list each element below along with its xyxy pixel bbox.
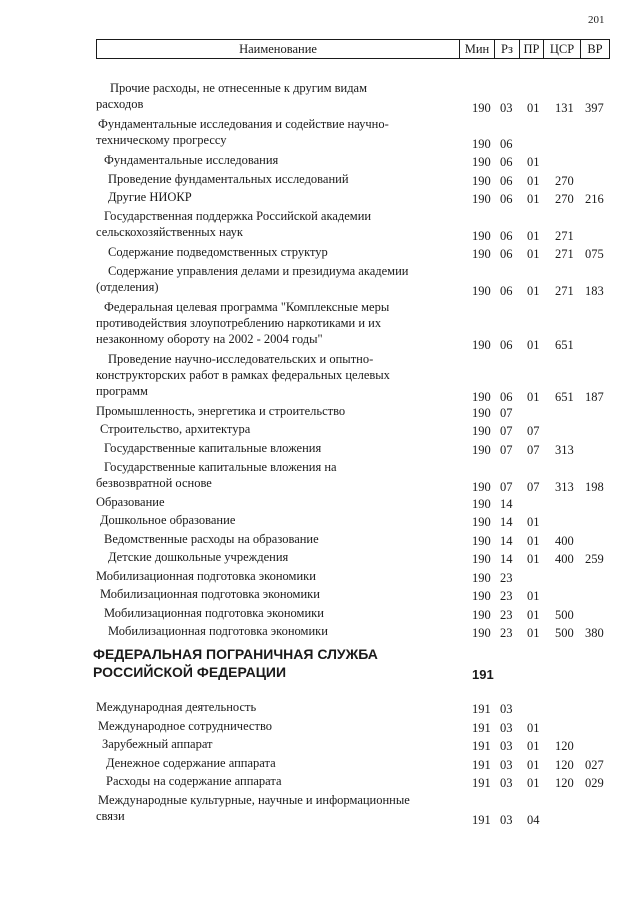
cell-vr: 380 [585,626,604,640]
cell-min: 190 [472,552,491,566]
cell-pr: 01 [527,247,540,261]
row-name: Промышленность, энергетика и строительство [96,404,346,418]
cell-rz: 03 [500,776,513,790]
cell-rz: 07 [500,424,513,438]
cell-pr: 07 [527,443,540,457]
row-name: Проведение фундаментальных исследований [108,172,349,186]
cell-min: 190 [472,443,491,457]
header-pr: ПР [519,40,543,58]
cell-csr: 120 [555,739,574,753]
cell-pr: 01 [527,101,540,115]
cell-pr: 01 [527,721,540,735]
cell-vr: 075 [585,247,604,261]
row-name: Зарубежный аппарат [102,737,213,751]
row-name: Образование [96,495,165,509]
cell-rz: 03 [500,739,513,753]
cell-rz: 06 [500,247,513,261]
cell-min: 190 [472,480,491,494]
section-code: 191 [472,667,494,682]
header-min: Мин [459,40,494,58]
cell-vr: 397 [585,101,604,115]
cell-rz: 06 [500,155,513,169]
cell-rz: 06 [500,192,513,206]
cell-min: 190 [472,101,491,115]
cell-min: 191 [472,776,491,790]
cell-csr: 271 [555,229,574,243]
cell-vr: 259 [585,552,604,566]
cell-min: 190 [472,534,491,548]
cell-min: 190 [472,424,491,438]
cell-pr: 01 [527,515,540,529]
row-name: Фундаментальные исследования и содействие научно- техническому прогрессу [96,117,389,147]
cell-vr: 187 [585,390,604,404]
cell-vr: 029 [585,776,604,790]
row-name: Строительство, архитектура [100,422,251,436]
row-name: Прочие расходы, не отнесенные к другим видам расходов [96,81,368,111]
cell-pr: 01 [527,390,540,404]
cell-csr: 651 [555,390,574,404]
cell-pr: 01 [527,174,540,188]
cell-csr: 313 [555,480,574,494]
cell-min: 191 [472,721,491,735]
cell-csr: 313 [555,443,574,457]
header-name: Наименование [239,41,317,56]
cell-rz: 06 [500,338,513,352]
row-name: Государственные капитальные вложения [104,441,322,455]
cell-rz: 14 [500,497,513,511]
row-name: Мобилизационная подготовка экономики [104,606,324,620]
header-vr: ВР [580,40,609,58]
cell-vr: 198 [585,480,604,494]
page-number: 201 [588,14,605,26]
row-name: Дошкольное образование [100,513,236,527]
row-name: Федеральная целевая программа "Комплексные меры противодействия злоупотреблению наркотиками и их незаконному обороту на 2002 - 2004 годы" [96,300,390,346]
cell-pr: 01 [527,626,540,640]
cell-min: 190 [472,247,491,261]
cell-csr: 400 [555,552,574,566]
cell-min: 191 [472,702,491,716]
cell-rz: 14 [500,534,513,548]
cell-min: 190 [472,137,491,151]
row-name: Фундаментальные исследования [104,153,279,167]
row-name: Мобилизационная подготовка экономики [96,569,316,583]
cell-rz: 06 [500,174,513,188]
cell-rz: 06 [500,390,513,404]
cell-pr: 07 [527,480,540,494]
cell-csr: 120 [555,758,574,772]
cell-rz: 23 [500,626,513,640]
header-rz: Рз [494,40,519,58]
cell-pr: 01 [527,608,540,622]
cell-rz: 23 [500,571,513,585]
cell-pr: 01 [527,338,540,352]
cell-min: 191 [472,813,491,827]
cell-min: 190 [472,571,491,585]
cell-pr: 01 [527,534,540,548]
row-name: Государственная поддержка Российской академии сельскохозяйственных наук [96,209,372,239]
row-name: Международные культурные, научные и информационные связи [96,793,410,823]
cell-rz: 03 [500,813,513,827]
row-name: Мобилизационная подготовка экономики [100,587,320,601]
cell-min: 190 [472,192,491,206]
cell-min: 190 [472,174,491,188]
cell-csr: 500 [555,608,574,622]
cell-csr: 120 [555,776,574,790]
cell-rz: 23 [500,589,513,603]
cell-rz: 06 [500,137,513,151]
cell-rz: 03 [500,758,513,772]
cell-pr: 01 [527,155,540,169]
cell-csr: 651 [555,338,574,352]
cell-min: 190 [472,515,491,529]
cell-rz: 07 [500,406,513,420]
section-title: ФЕДЕРАЛЬНАЯ ПОГРАНИЧНАЯ СЛУЖБА РОССИЙСКОЙ ФЕДЕРАЦИИ [93,646,378,680]
cell-rz: 03 [500,721,513,735]
cell-min: 190 [472,390,491,404]
cell-rz: 06 [500,229,513,243]
row-name: Ведомственные расходы на образование [104,532,319,546]
cell-pr: 01 [527,739,540,753]
row-name: Содержание управления делами и президиума академии (отделения) [96,264,409,294]
cell-min: 190 [472,608,491,622]
row-name: Государственные капитальные вложения на безвозвратной основе [96,460,337,490]
cell-min: 190 [472,229,491,243]
cell-min: 191 [472,758,491,772]
cell-pr: 01 [527,229,540,243]
cell-vr: 027 [585,758,604,772]
row-name: Расходы на содержание аппарата [106,774,282,788]
cell-pr: 01 [527,589,540,603]
cell-csr: 270 [555,192,574,206]
cell-pr: 01 [527,776,540,790]
cell-csr: 271 [555,284,574,298]
cell-pr: 04 [527,813,540,827]
row-name: Мобилизационная подготовка экономики [108,624,328,638]
cell-pr: 01 [527,552,540,566]
cell-min: 191 [472,739,491,753]
cell-rz: 23 [500,608,513,622]
cell-csr: 270 [555,174,574,188]
cell-vr: 216 [585,192,604,206]
cell-rz: 14 [500,515,513,529]
cell-min: 190 [472,626,491,640]
cell-rz: 07 [500,480,513,494]
cell-rz: 03 [500,101,513,115]
cell-pr: 07 [527,424,540,438]
row-name: Денежное содержание аппарата [106,756,276,770]
cell-rz: 06 [500,284,513,298]
cell-pr: 01 [527,192,540,206]
cell-pr: 01 [527,284,540,298]
cell-pr: 01 [527,758,540,772]
cell-min: 190 [472,589,491,603]
cell-csr: 131 [555,101,574,115]
cell-csr: 271 [555,247,574,261]
cell-min: 190 [472,497,491,511]
cell-rz: 03 [500,702,513,716]
row-name: Детские дошкольные учреждения [108,550,289,564]
row-name: Проведение научно-исследовательских и опытно- конструкторских работ в рамках федеральных целевых программ [96,352,390,398]
cell-min: 190 [472,284,491,298]
header-csr: ЦСР [543,40,580,58]
cell-min: 190 [472,155,491,169]
cell-rz: 14 [500,552,513,566]
row-name: Международное сотрудничество [98,719,273,733]
cell-rz: 07 [500,443,513,457]
cell-vr: 183 [585,284,604,298]
cell-csr: 500 [555,626,574,640]
cell-min: 190 [472,338,491,352]
cell-csr: 400 [555,534,574,548]
cell-min: 190 [472,406,491,420]
row-name: Международная деятельность [96,700,257,714]
row-name: Содержание подведомственных структур [108,245,328,259]
row-name: Другие НИОКР [108,190,192,204]
